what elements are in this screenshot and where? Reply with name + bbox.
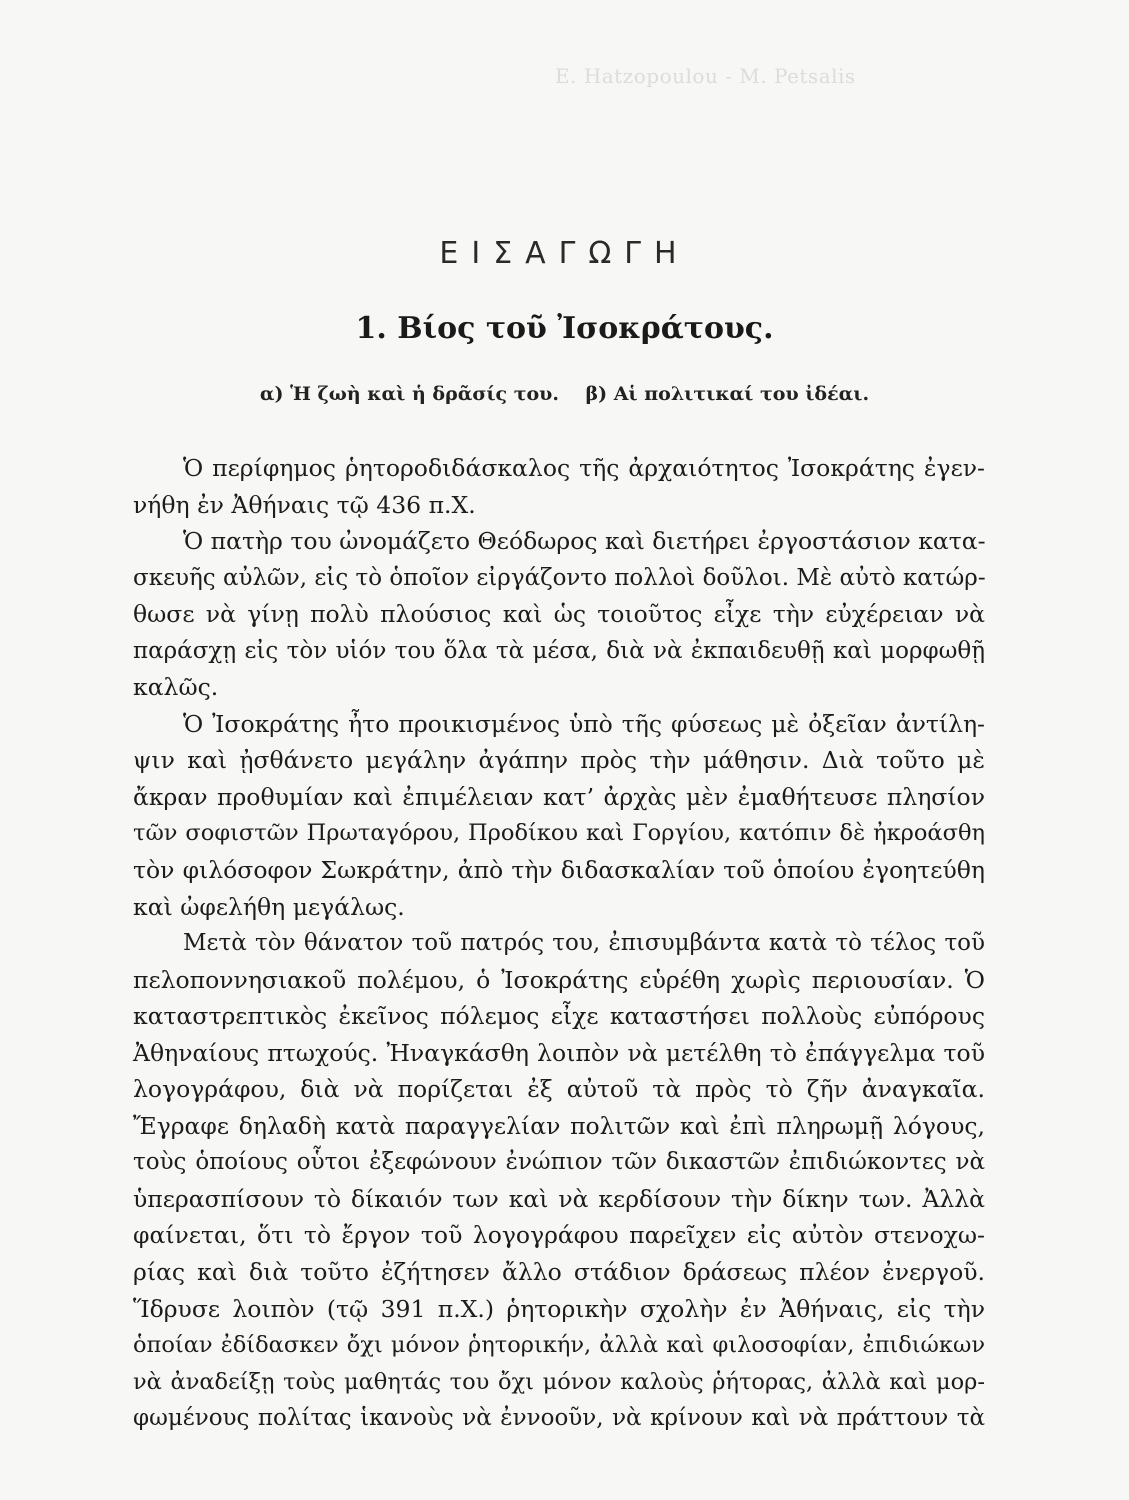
subheading-b: β) Αἱ πολιτικαί του ἰδέαι. <box>585 383 870 405</box>
text-line: Μετὰ τὸν θάνατον τοῦ πατρός του, ἐπισυμβάντα κατὰ τὸ τέλος τοῦ <box>183 930 985 957</box>
text-line: ὑπερασπίσουν τὸ δίκαιόν των καὶ νὰ κερδίσουν τὴν δίκην των. Ἀλλὰ <box>133 1184 985 1213</box>
text-line: φαίνεται, ὅτι τὸ ἔργον τοῦ λογογράφου παρεῖχεν εἰς αὐτὸν στενοχω- <box>133 1221 985 1250</box>
text-line: καλῶς. <box>133 673 219 702</box>
text-line: ὁποίαν ἐδίδασκεν ὄχι μόνον ῥητορικήν, ἀλλὰ καὶ φιλοσοφίαν, ἐπιδιώκων <box>133 1332 985 1359</box>
text-line: Ὁ πατὴρ του ὠνομάζετο Θεόδωρος καὶ διετήρει ἐργοστάσιον κατα- <box>183 527 986 556</box>
section-title: 1. Βίος τοῦ Ἰσοκράτους. <box>355 311 774 346</box>
text-line: Ἀθηναίους πτωχούς. Ἠναγκάσθη λοιπὸν νὰ μετέλθη τὸ ἐπάγγελμα τοῦ <box>133 1038 985 1067</box>
text-line: τὸν φιλόσοφον Σωκράτην, ἀπὸ τὴν διδασκαλίαν τοῦ ὁποίου ἐγοητεύθη <box>133 856 985 885</box>
body-text <box>133 450 985 1437</box>
text-line: καὶ ὠφελήθη μεγάλως. <box>133 892 405 921</box>
text-line: πελοποννησιακοῦ πολέμου, ὁ Ἰσοκράτης εὑρέθη χωρὶς περιουσίαν. Ὁ <box>133 965 985 994</box>
text-line: θωσε νὰ γίνῃ πολὺ πλούσιος καὶ ὡς τοιοῦτος εἶχε τὴν εὐχέρειαν νὰ <box>133 600 985 629</box>
text-line: φωμένους πολίτας ἱκανοὺς νὰ ἐννοοῦν, νὰ κρίνουν καὶ νὰ πράττουν τὰ <box>133 1405 985 1432</box>
subheadings <box>0 383 1129 405</box>
text-line: Ὁ περίφημος ῥητοροδιδάσκαλος τῆς ἀρχαιότητος Ἰσοκράτης ἐγεν- <box>183 454 985 482</box>
text-line: ψιν καὶ ᾐσθάνετο μεγάλην ἀγάπην πρὸς τὴν μάθησιν. Διὰ τοῦτο μὲ <box>133 746 985 775</box>
text-line: παράσχῃ εἰς τὸν υἱόν του ὅλα τὰ μέσα, διὰ νὰ ἐκπαιδευθῇ καὶ μορφωθῇ <box>133 637 985 664</box>
text-line: Ἵδρυσε λοιπὸν (τῷ 391 π.Χ.) ῥητορικὴν σχολὴν ἐν Ἀθήναις, εἰς τὴν <box>133 1294 985 1323</box>
text-line: τῶν σοφιστῶν Πρωταγόρου, Προδίκου καὶ Γοργίου, κατόπιν δὲ ἠκροάσθη <box>133 820 985 847</box>
text-line: Ἔγραφε δηλαδὴ κατὰ παραγγελίαν πολιτῶν καὶ ἐπὶ πληρωμῇ λόγους, <box>133 1111 985 1140</box>
text-line: λογογράφου, διὰ νὰ πορίζεται ἐξ αὐτοῦ τὰ πρὸς τὸ ζῆν ἀναγκαῖα. <box>133 1075 985 1104</box>
text-line: τοὺς ὁποίους οὗτοι ἐξεφώνουν ἐνώπιον τῶν δικαστῶν ἐπιδιώκοντες νὰ <box>133 1149 985 1176</box>
subheading-a: α) Ἡ ζωὴ καὶ ἡ δρᾶσίς του. <box>259 383 559 405</box>
text-line: καταστρεπτικὸς ἐκεῖνος πόλεμος εἶχε καταστήσει πολλοὺς εὐπόρους <box>133 1002 985 1031</box>
text-line: νήθη ἐν Ἀθήναις τῷ 436 π.Χ. <box>133 490 476 519</box>
text-line: ἄκραν προθυμίαν καὶ ἐπιμέλειαν κατ’ ἀρχὰς μὲν ἐμαθήτευσε πλησίον <box>133 782 985 811</box>
text-line: Ὁ Ἰσοκράτης ἦτο προικισμένος ὑπὸ τῆς φύσεως μὲ ὀξεῖαν ἀντίλη- <box>183 709 985 738</box>
text-line: σκευῆς αὐλῶν, εἰς τὸ ὁποῖον εἰργάζοντο πολλοὶ δοῦλοι. Μὲ αὐτὸ κατώρ- <box>133 564 986 591</box>
chapter-title: ΕΙΣΑΓΩΓΗ <box>439 236 690 271</box>
text-line: ρίας καὶ διὰ τοῦτο ἐζήτησεν ἄλλο στάδιον δράσεως πλέον ἐνεργοῦ. <box>133 1258 985 1287</box>
bleed-through-header: E. Hatzopoulou - M. Petsalis <box>555 64 856 88</box>
text-line: νὰ ἀναδείξῃ τοὺς μαθητάς του ὄχι μόνον καλοὺς ῥήτορας, ἀλλὰ καὶ μορ- <box>133 1368 985 1395</box>
